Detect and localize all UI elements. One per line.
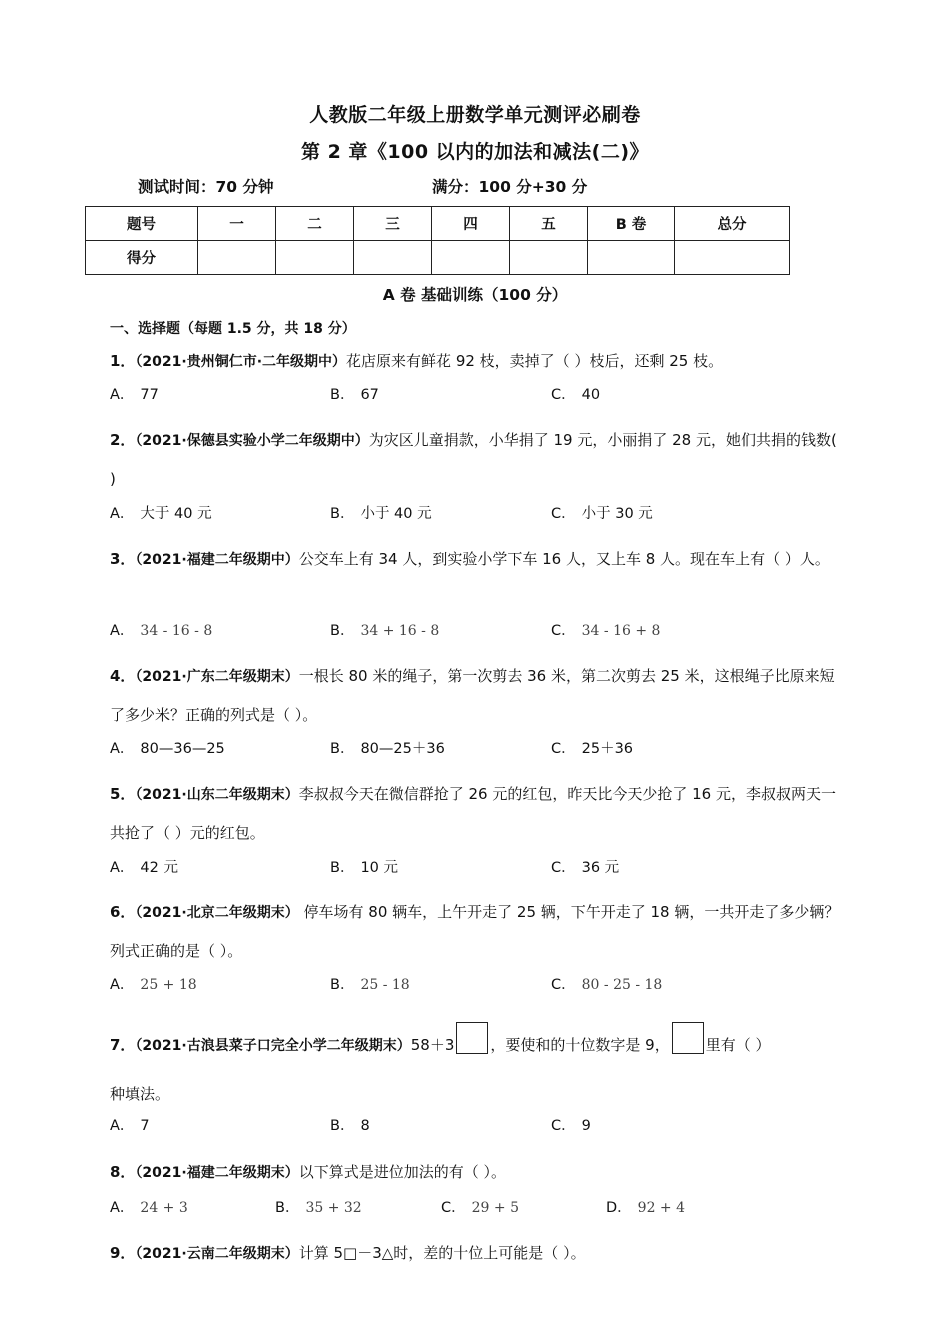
test-time: 测试时间：70 分钟	[138, 178, 274, 196]
option-a[interactable]: A． 大于 40 元	[110, 506, 212, 522]
question-2-options	[110, 502, 840, 526]
score-header-cell: B 卷	[588, 207, 675, 241]
question-text: ，要使和的十位数字是 9，	[490, 1036, 670, 1054]
blank-box[interactable]	[456, 1022, 488, 1054]
question-number: 2．	[110, 431, 136, 449]
question-2	[110, 421, 840, 498]
chapter-title: 第 2 章《100 以内的加法和减法(二)》	[300, 141, 650, 163]
question-1-options	[110, 383, 840, 407]
score-table-header-row	[86, 207, 790, 241]
question-source: （2021·福建二年级期中）	[135, 552, 299, 568]
option-c[interactable]: C． 34 - 16 + 8	[551, 623, 661, 639]
question-source: （2021·广东二年级期末）	[135, 669, 299, 685]
option-a[interactable]: A． 34 - 16 - 8	[110, 623, 213, 639]
score-header-cell: 一	[198, 207, 276, 241]
question-number: 9．	[110, 1244, 136, 1262]
option-b[interactable]: B． 25 - 18	[330, 977, 410, 993]
option-c[interactable]: C． 36 元	[551, 860, 620, 876]
question-source: （2021·古浪县菜子口完全小学二年级期末）	[135, 1038, 411, 1054]
score-header-cell: 题号	[86, 207, 198, 241]
option-d[interactable]: D． 92 + 4	[606, 1200, 686, 1216]
option-c[interactable]: C． 9	[551, 1118, 591, 1134]
question-text: 一根长 80 米的绳子，第一次剪去 36 米，第二次剪去 25 米，这根绳子比原来短了多少米？正确的列式是（ ）。	[110, 667, 835, 724]
exam-title: 人教版二年级上册数学单元测评必刷卷	[309, 104, 641, 126]
question-source: （2021·云南二年级期末）	[135, 1246, 299, 1262]
question-9	[110, 1234, 840, 1273]
question-8-options	[110, 1196, 840, 1220]
question-5	[110, 775, 840, 852]
option-c[interactable]: C． 29 + 5	[441, 1200, 519, 1216]
option-b[interactable]: B． 67	[330, 387, 379, 403]
question-7-options	[110, 1114, 840, 1138]
option-b[interactable]: B． 34 + 16 - 8	[330, 623, 440, 639]
question-text: 58＋3	[410, 1036, 455, 1054]
question-source: （2021·贵州铜仁市·二年级期中）	[135, 354, 347, 370]
option-a[interactable]: A． 77	[110, 387, 159, 403]
option-b[interactable]: B． 35 + 32	[275, 1200, 362, 1216]
option-b[interactable]: B． 小于 40 元	[330, 506, 432, 522]
option-b[interactable]: B． 10 元	[330, 860, 399, 876]
question-number: 1．	[110, 352, 136, 370]
question-text: 李叔叔今天在微信群抢了 26 元的红包，昨天比今天少抢了 16 元，李叔叔两天一共抢了（ ）元的红包。	[110, 785, 836, 842]
question-source: （2021·山东二年级期末）	[135, 787, 299, 803]
question-7-continued	[110, 1075, 840, 1113]
question-6	[110, 893, 840, 970]
option-b[interactable]: B． 8	[330, 1118, 370, 1134]
question-4	[110, 657, 840, 734]
question-text: 计算 5□－3△时，差的十位上可能是（ ）。	[298, 1244, 586, 1262]
score-input-cell[interactable]	[276, 241, 354, 275]
score-input-cell[interactable]	[432, 241, 510, 275]
question-8	[110, 1153, 840, 1192]
score-header-cell: 总分	[675, 207, 790, 241]
question-text: 里有（ ）	[705, 1036, 771, 1054]
question-number: 5．	[110, 785, 136, 803]
option-b[interactable]: B． 80—25＋36	[330, 741, 445, 757]
question-4-options	[110, 737, 840, 761]
option-a[interactable]: A． 7	[110, 1118, 150, 1134]
question-text: 以下算式是进位加法的有（ ）。	[298, 1163, 507, 1181]
option-c[interactable]: C． 25＋36	[551, 741, 634, 757]
question-text: 停车场有 80 辆车，上午开走了 25 辆，下午开走了 18 辆，一共开走了多少辆？列式正确的是（ ）。	[110, 903, 840, 960]
score-input-cell[interactable]	[588, 241, 675, 275]
option-c[interactable]: C． 80 - 25 - 18	[551, 977, 663, 993]
question-number: 4．	[110, 667, 136, 685]
question-text: 种填法。	[110, 1085, 171, 1103]
question-source: （2021·保德县实验小学二年级期中）	[135, 433, 369, 449]
question-3-options	[110, 619, 840, 643]
option-a[interactable]: A． 25 + 18	[110, 977, 197, 993]
score-table-score-row	[86, 241, 790, 275]
score-header-cell: 四	[432, 207, 510, 241]
score-header-cell: 三	[354, 207, 432, 241]
score-input-cell[interactable]	[510, 241, 588, 275]
option-a[interactable]: A． 24 + 3	[110, 1200, 188, 1216]
score-header-cell: 二	[276, 207, 354, 241]
score-header-cell: 五	[510, 207, 588, 241]
section-a-heading: A 卷 基础训练（100 分）	[382, 286, 568, 304]
option-a[interactable]: A． 42 元	[110, 860, 178, 876]
question-text: 为灾区儿童捐款，小华捐了 19 元，小丽捐了 28 元，她们共捐的钱数( )	[110, 431, 837, 488]
question-3	[110, 540, 840, 579]
section-choice-heading: 一、选择题（每题 1.5 分，共 18 分）	[110, 321, 356, 337]
question-7	[110, 1022, 840, 1066]
question-text: 花店原来有鲜花 92 枝，卖掉了（ ）枝后，还剩 25 枝。	[346, 352, 724, 370]
question-1	[110, 342, 840, 381]
full-score: 满分：100 分+30 分	[432, 178, 588, 196]
score-input-cell[interactable]	[675, 241, 790, 275]
score-table	[85, 206, 790, 275]
option-a[interactable]: A． 80—36—25	[110, 741, 225, 757]
question-source: （2021·福建二年级期末）	[135, 1165, 299, 1181]
question-source: （2021·北京二年级期末）	[135, 905, 299, 921]
score-row-label: 得分	[86, 241, 198, 275]
question-number: 7．	[110, 1036, 136, 1054]
question-number: 3．	[110, 550, 136, 568]
option-c[interactable]: C． 40	[551, 387, 601, 403]
question-number: 6．	[110, 903, 136, 921]
question-number: 8．	[110, 1163, 136, 1181]
question-5-options	[110, 856, 840, 880]
question-text: 公交车上有 34 人，到实验小学下车 16 人，又上车 8 人。现在车上有（ ）人。	[298, 550, 830, 568]
option-c[interactable]: C． 小于 30 元	[551, 506, 653, 522]
score-input-cell[interactable]	[198, 241, 276, 275]
question-6-options	[110, 973, 840, 997]
score-input-cell[interactable]	[354, 241, 432, 275]
blank-box[interactable]	[672, 1022, 704, 1054]
